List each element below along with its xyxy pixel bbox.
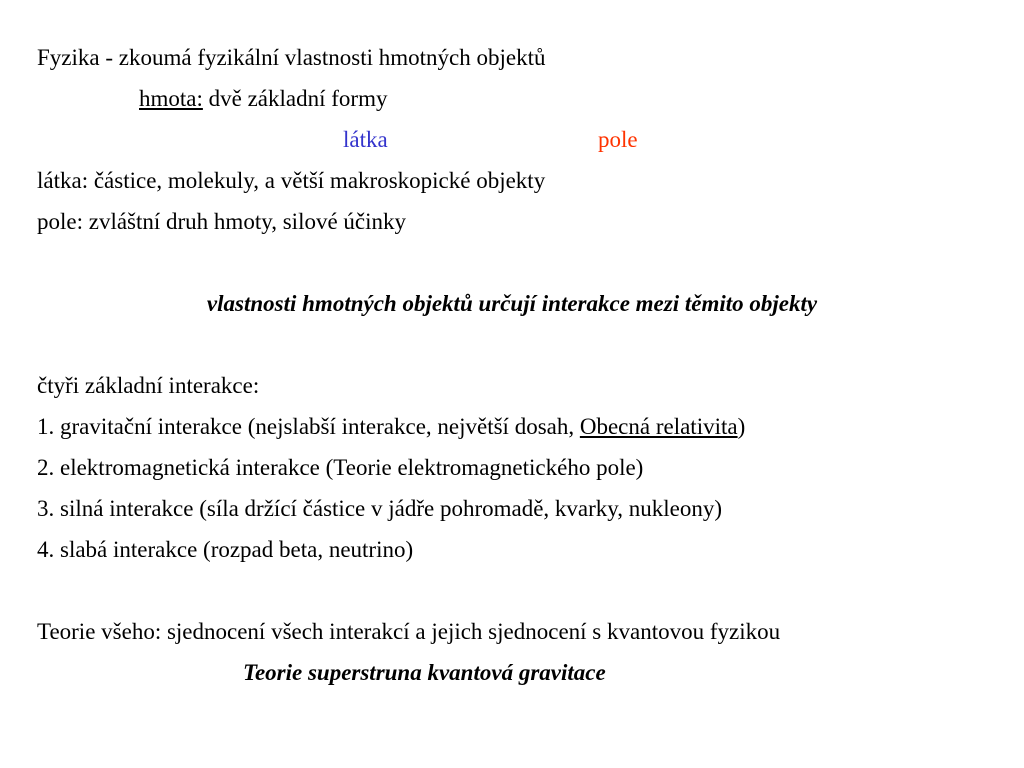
hmota-description: dvě základní formy [202,86,388,111]
hmota-label: hmota: [139,86,203,111]
general-relativity-link[interactable]: Obecná relativita [579,414,738,439]
form-latka: látka [343,127,388,152]
theory-subline: Teorie superstruna kvantová gravitace [243,660,606,685]
intro-line-physics: Fyzika - zkoumá fyzikální vlastnosti hmotných objektů [37,45,546,70]
pole-definition: pole: zvláštní druh hmoty, silové účinky [37,209,407,234]
interaction-item-strong: 3. silná interakce (síla držící částice v jádře pohromadě, kvarky, nukleony) [37,496,723,521]
theory-of-everything: Teorie všeho: sjednocení všech interakcí a jejich sjednocení s kvantovou fyzikou [37,619,781,644]
intro-line-matter [139,85,387,113]
interaction-item-electromagnetic: 2. elektromagnetická interakce (Teorie elektromagnetického pole) [37,455,644,480]
interactions-heading: čtyři základní interakce: [37,373,260,398]
interaction-item-gravitational-text: 1. gravitační interakce (nejslabší interakce, největší dosah, [37,414,580,439]
interaction-item-weak: 4. slabá interakce (rozpad beta, neutrino) [37,537,414,562]
interaction-item-gravitational [37,413,745,441]
key-statement: vlastnosti hmotných objektů určují interakce mezi těmito objekty [206,291,818,316]
form-pole: pole [598,127,638,152]
latka-definition: látka: částice, molekuly, a větší makroskopické objekty [37,168,546,193]
interaction-item-gravitational-close: ) [737,414,746,439]
